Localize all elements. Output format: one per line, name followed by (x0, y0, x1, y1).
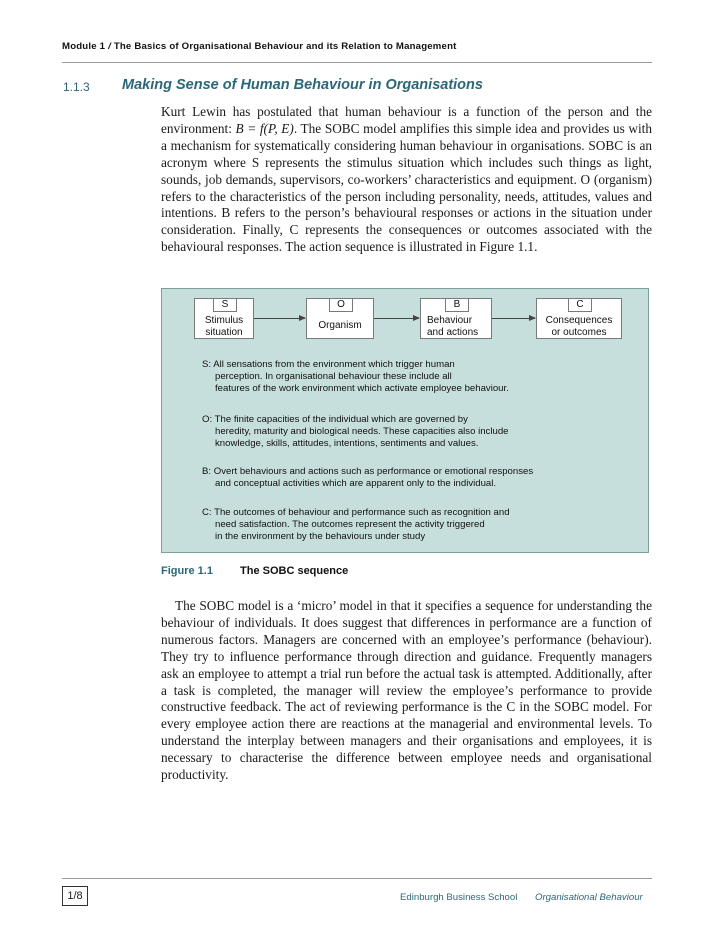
box-label (421, 315, 491, 339)
section-title: Making Sense of Human Behaviour in Organisations (122, 77, 483, 93)
header-title: The Basics of Organisational Behaviour and its Relation to Management (113, 41, 457, 52)
definition-b (202, 466, 632, 490)
box-label-line: Stimulus (204, 315, 244, 326)
box-stimulus (194, 298, 254, 339)
box-label-line: situation (205, 327, 243, 338)
intro-text-a: Kurt Lewin has postulated that human behaviour is a function of the person and the environment: (161, 104, 652, 136)
box-label-line: and actions (427, 327, 479, 338)
box-letter: C (568, 299, 592, 312)
footer-course: Organisational Behaviour (535, 892, 643, 903)
arrow-right-icon (374, 318, 419, 319)
intro-paragraph (161, 104, 652, 256)
lewin-formula: B = f(P, E) (235, 120, 294, 136)
sobc-figure (161, 288, 649, 553)
definition-line: heredity, maturity and biological needs. These capacities also include (215, 426, 509, 438)
intro-text-b: . The SOBC model amplifies this simple idea and provides us with a mechanism for systematically considering human behaviour in organisations. SOBC is an acronym where S represents the stimulus situation which includes such things as light, sounds, job demands, supervisors, co-workers’ characteristics and equipment. O (organism) refers to the characteristics of the person including personality, needs, attitudes, values and intentions. B refers to the person’s behavioural responses or actions in the situation under consideration. Finally, C represents the consequences or outcomes associated with the behavioural responses. The action sequence is illustrated in Figure 1.1. (161, 120, 652, 255)
box-consequences (536, 298, 622, 339)
box-behaviour (420, 298, 492, 339)
box-label (307, 320, 373, 332)
definition-c (202, 507, 632, 544)
definition-s (202, 359, 632, 396)
section-number: 1.1.3 (63, 80, 90, 94)
header-module: Module 1 (62, 41, 106, 52)
box-label (537, 315, 621, 339)
body-paragraph: The SOBC model is a ‘micro’ model in that it specifies a sequence for understanding the behaviour of individuals. It does suggest that differences in performance are a function of numerous factors. Managers are concerned with an employee’s performance (behaviour). They try to influence performance through direction and guidance. Frequently managers ask an employee to attempt a trial run before the actual task is attempted. Additionally, after a task is completed, the manager will review the employee’s performance to provide constructive feedback. The act of reviewing performance is the C in the SOBC model. For every employee action there are reactions at the managerial and environmental levels. To understand the interplay between managers and their organisations and employees, it is necessary to characterise the difference between employee needs and organisational productivity. (161, 598, 652, 783)
definition-line: perception. In organisational behaviour these include all (215, 371, 452, 383)
box-organism (306, 298, 374, 339)
box-letter: O (329, 299, 353, 312)
definition-o (202, 414, 632, 451)
box-label-line: or outcomes (551, 327, 607, 338)
footer-school: Edinburgh Business School (400, 892, 518, 903)
arrow-right-icon (492, 318, 535, 319)
definition-line: S: All sensations from the environment which trigger human (202, 359, 455, 370)
definition-line: need satisfaction. The outcomes represent the activity triggered (215, 519, 485, 531)
definition-line: C: The outcomes of behaviour and performance such as recognition and (202, 507, 510, 518)
figure-caption-title: The SOBC sequence (240, 565, 349, 577)
box-label-line: Behaviour (427, 315, 473, 326)
header-separator: / (108, 41, 111, 52)
definition-line: in the environment by the behaviours under study (215, 531, 426, 543)
box-label-line: Organism (318, 320, 362, 331)
header-rule (62, 62, 652, 63)
box-letter: S (213, 299, 237, 312)
box-letter: B (445, 299, 469, 312)
running-header (62, 41, 457, 52)
figure-caption-number: Figure 1.1 (161, 565, 213, 577)
page-number: 1/8 (62, 886, 88, 906)
box-label-line: Consequences (545, 315, 613, 326)
definition-line: features of the work environment which activate employee behaviour. (215, 383, 509, 395)
box-label (195, 315, 253, 339)
arrow-right-icon (254, 318, 305, 319)
definition-line: knowledge, skills, attitudes, intentions, sentiments and values. (215, 438, 479, 450)
footer-rule (62, 878, 652, 879)
definition-line: and conceptual activities which are apparent only to the individual. (215, 478, 497, 490)
definition-line: O: The finite capacities of the individual which are governed by (202, 414, 468, 425)
definition-line: B: Overt behaviours and actions such as performance or emotional responses (202, 466, 534, 477)
